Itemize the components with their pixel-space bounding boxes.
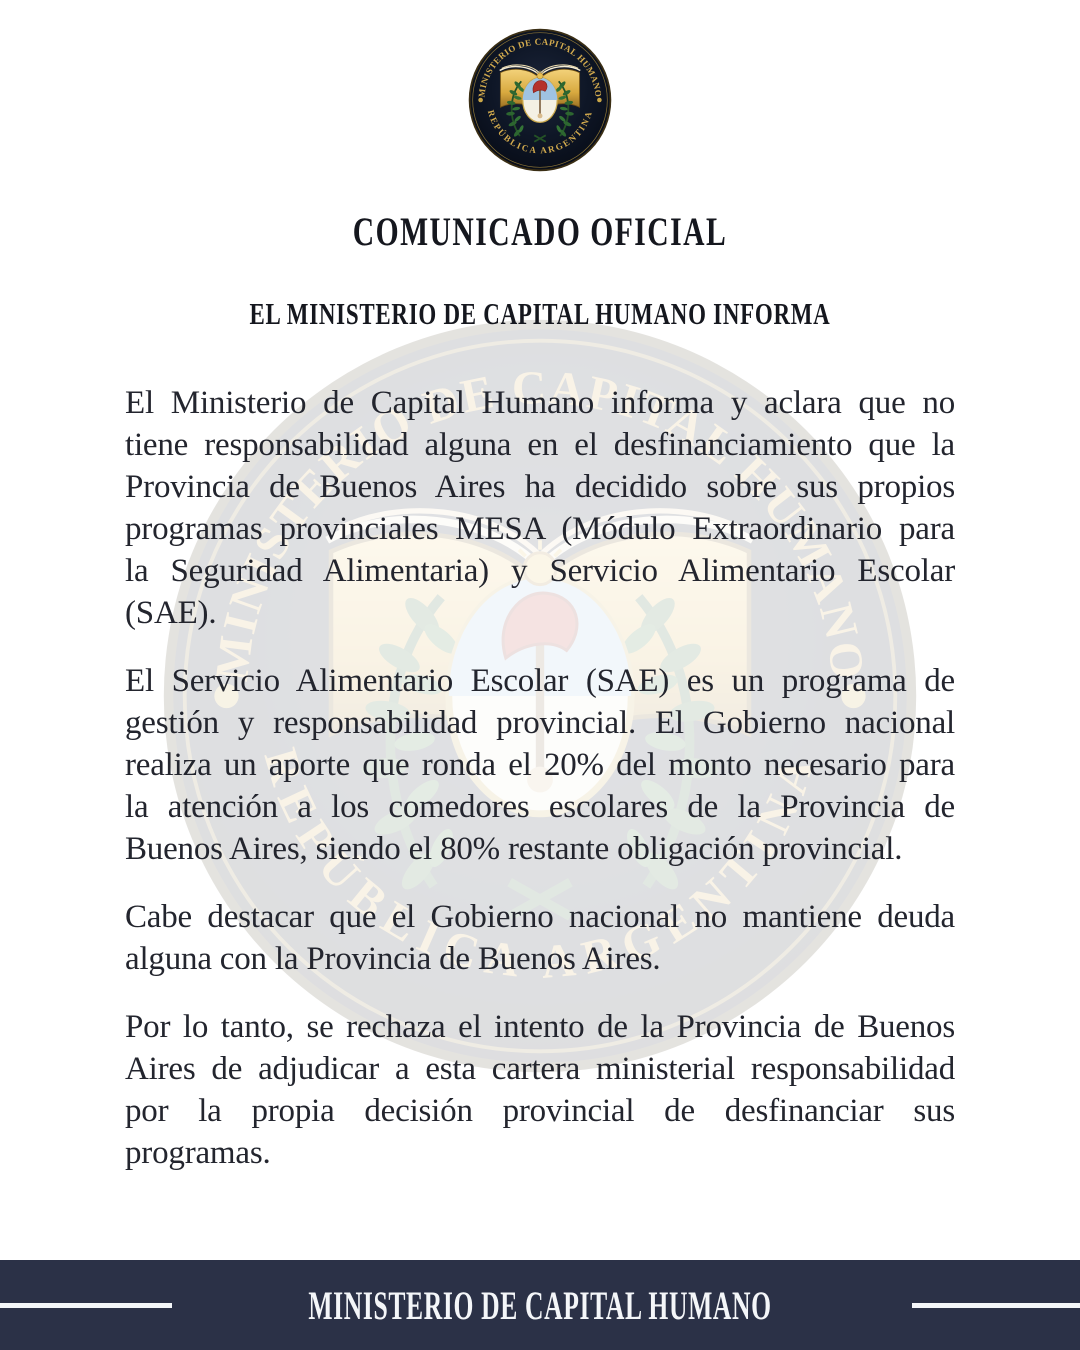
text-line: por la propia decisión provincial de desfinanciar sus [125,1093,955,1129]
text-line: programas provinciales MESA (Módulo Extraordinario para [125,511,955,547]
paragraph [125,1006,955,1174]
paragraph [125,896,955,980]
paragraph [125,660,955,870]
footer-bar [0,1260,1080,1350]
header [0,28,1080,332]
text-line: Buenos Aires, siendo el 80% restante obligación provincial. [125,831,903,867]
text-line: El Ministerio de Capital Humano informa y aclara que no [125,385,955,421]
text-line: programas. [125,1135,271,1171]
text-line: El Servicio Alimentario Escolar (SAE) es un programa de [125,663,955,699]
text-line: Aires de adjudicar a esta cartera ministerial responsabilidad [125,1051,955,1087]
paragraph [125,382,955,634]
text-line: tiene responsabilidad alguna en el desfinanciamiento que la [125,427,955,463]
text-line: la Seguridad Alimentaria) y Servicio Alimentario Escolar [125,553,955,589]
page-title: COMUNICADO OFICIAL [352,209,728,254]
footer-right-rule [912,1303,1080,1308]
body-text [125,382,955,1174]
text-line: realiza un aporte que ronda el 20% del monto necesario para [125,747,955,783]
text-line: la atención a los comedores escolares de la Provincia de [125,789,955,825]
footer-left-rule [0,1303,172,1308]
footer-label: MINISTERIO DE CAPITAL HUMANO [308,1282,772,1328]
text-line: Por lo tanto, se rechaza el intento de la Provincia de Buenos [125,1009,955,1045]
text-line: gestión y responsabilidad provincial. El Gobierno nacional [125,705,955,741]
text-line: alguna con la Provincia de Buenos Aires. [125,941,661,977]
ministry-seal-logo [468,28,612,172]
page-subtitle: EL MINISTERIO DE CAPITAL HUMANO INFORMA [249,296,831,331]
text-line: Cabe destacar que el Gobierno nacional no mantiene deuda [125,899,955,935]
text-line: (SAE). [125,595,217,631]
text-line: Provincia de Buenos Aires ha decidido sobre sus propios [125,469,955,505]
